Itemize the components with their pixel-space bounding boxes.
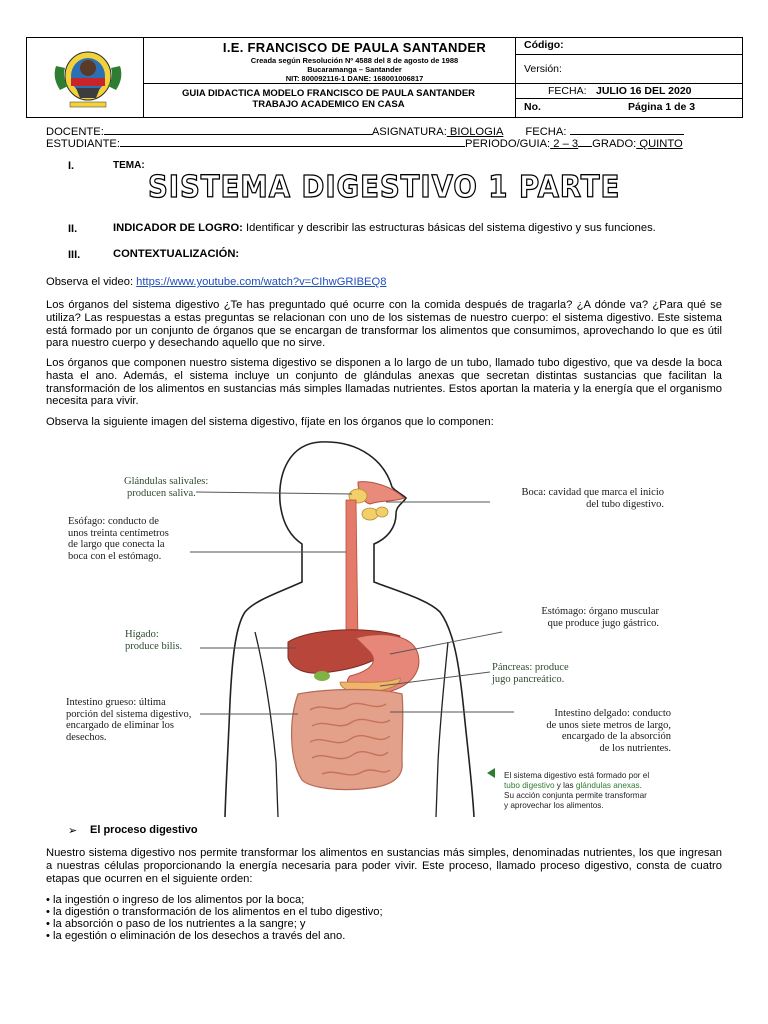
nit-text: NIT: 800092116-1 DANE: 168001006817	[285, 74, 424, 83]
guide-title-2: TRABAJO ACADEMICO EN CASA	[252, 99, 405, 110]
estudiante-field[interactable]	[120, 137, 465, 147]
numero-label: No.	[524, 101, 541, 113]
city-text: Bucaramanga – Santander	[307, 65, 402, 74]
label-glandulas-line: Glándulas salivales:	[124, 476, 209, 487]
video-label: Observa el video:	[46, 276, 137, 288]
caption-line: El sistema digestivo está formado por el	[504, 771, 650, 780]
page-title: SISTEMA DIGESTIVO 1 PARTE	[148, 170, 621, 205]
estudiante-row	[46, 137, 683, 151]
periodo-label: PERIODO/GUIA:	[464, 138, 551, 150]
label-boca-line: Boca: cavidad que marca el inicio	[521, 487, 664, 498]
figure-caption	[504, 771, 679, 811]
paragraph-3: Observa la siguiente imagen del sistema digestivo, fíjate en los órganos que lo componen:	[46, 416, 494, 428]
page-number: Página 1 de 3	[628, 101, 696, 113]
section-2-label: INDICADOR DE LOGRO:	[113, 222, 243, 234]
caption-connector: .	[639, 781, 642, 790]
label-intestino-grueso	[66, 697, 191, 743]
caption-term: glándulas anexas	[575, 781, 640, 790]
label-esofago-line: boca con el estómago.	[68, 550, 162, 562]
paragraph-1: Los órganos del sistema digestivo ¿Te has preguntado qué ocurre con la comida después de tragarla? ¿A dónde va? ¿Para qué se utiliza? Las respuestas a estas preguntas se relacionan con uno de los sistemas de nuestro cuerpo: el sistema digestivo. Este sistema está formado por un conjunto de órganos que se encargan de transformar los alimentos que consumimos, aprovechando lo que es útil para nuestro cuerpo y desechando aquello que no sirve.	[46, 299, 722, 350]
fecha-form-label: FECHA:	[525, 126, 567, 138]
step-digestion: • la digestión o transformación de los alimentos en el tubo digestivo;	[46, 906, 383, 918]
school-crest-icon	[50, 44, 126, 112]
label-glandulas-line: producen saliva.	[127, 487, 196, 499]
label-delgado-line: de unos siete metros de largo,	[546, 719, 671, 731]
caption-line	[504, 781, 679, 791]
label-delgado-line: Intestino delgado: conducto	[554, 708, 671, 719]
label-estomago-line: Estómago: órgano muscular	[541, 606, 659, 617]
docente-field[interactable]	[104, 125, 372, 135]
label-estomago-line: que produce jugo gástrico.	[547, 617, 659, 629]
section-1-number: I.	[68, 160, 75, 172]
section-1-label: TEMA:	[113, 160, 145, 171]
resolution-text: Creada según Resolución Nº 4588 del 8 de agosto de 1988	[250, 56, 459, 65]
header-divider	[515, 83, 742, 84]
step-ingestion: • la ingestión o ingreso de los alimentos por la boca;	[46, 894, 305, 906]
label-boca	[452, 487, 664, 510]
fecha-field[interactable]	[570, 125, 684, 135]
caption-connector: y las	[554, 781, 576, 790]
estudiante-label: ESTUDIANTE:	[46, 138, 120, 150]
section-3-number: III.	[68, 249, 81, 261]
label-higado-line: produce bilis.	[125, 640, 183, 652]
video-line	[46, 276, 386, 289]
label-esofago	[68, 516, 169, 562]
section-3-label: CONTEXTUALIZACIÓN:	[113, 248, 240, 260]
label-boca-line: del tubo digestivo.	[586, 498, 664, 510]
section-2-text	[113, 222, 656, 234]
label-higado	[125, 629, 182, 652]
label-intestino-delgado	[500, 708, 671, 754]
codigo-label: Código:	[524, 39, 564, 51]
school-name: I.E. FRANCISCO DE PAULA SANTANDER	[222, 40, 487, 55]
paragraph-2: Los órganos que componen nuestro sistema digestivo se disponen a lo largo de un tubo, llamado tubo digestivo, que va desde la boca hasta el ano. Además, el sistema incluye un conjunto de glándulas anexas que secretan distintas sustancias que facilitan la transformación de los alimentos en sustancias más simples llamadas nutrientes. Estos aportan la materia y la energía que el organismo necesita para vivir.	[46, 357, 722, 408]
label-esofago-line: unos treinta centímetros	[68, 527, 169, 539]
label-delgado-line: de los nutrientes.	[599, 742, 671, 754]
fecha-header-label: FECHA:	[548, 85, 587, 97]
step-absorption: • la absorción o paso de los nutrientes a la sangre; y	[46, 918, 306, 930]
label-grueso-line: desechos.	[66, 731, 107, 743]
label-estomago	[470, 606, 659, 629]
label-higado-line: Hígado:	[125, 629, 159, 640]
section-digestive-process: El proceso digestivo	[90, 824, 198, 836]
header-divider	[515, 98, 742, 99]
caption-line: Su acción conjunta permite transformar	[504, 791, 647, 800]
grado-value: QUINTO	[636, 138, 683, 150]
arrow-bullet-icon: ➢	[68, 825, 78, 837]
label-pancreas-line: Páncreas: produce	[492, 662, 569, 673]
asignatura-label: ASIGNATURA:	[371, 126, 447, 138]
label-pancreas	[492, 662, 569, 685]
video-link[interactable]: https://www.youtube.com/watch?v=CIhwGRIBEQ8	[136, 276, 387, 288]
logro-text: Identificar y describir las estructuras básicas del sistema digestivo y sus funciones.	[242, 222, 656, 234]
label-pancreas-line: jugo pancreático.	[492, 673, 565, 685]
paragraph-4: Nuestro sistema digestivo nos permite transformar los alimentos en sustancias más simples, denominadas nutrientes, los que ingresan a nuestras células proporcionando la energía necesaria para poder vivir. Este proceso, llamado proceso digestivo, consta de cuatro etapas que ocurren en el siguiente orden:	[46, 847, 722, 885]
label-grueso-line: encargado de eliminar los	[66, 720, 174, 731]
caption-term: tubo digestivo	[504, 781, 555, 790]
periodo-value: 2 – 3	[550, 138, 579, 150]
header-divider	[143, 83, 515, 84]
guide-title-1: GUIA DIDACTICA MODELO FRANCISCO DE PAULA SANTANDER	[181, 88, 476, 99]
docente-label: DOCENTE:	[46, 126, 104, 138]
caption-line: y aprovechar los alimentos.	[504, 801, 604, 810]
version-label: Versión:	[524, 63, 562, 75]
label-delgado-line: encargado de la absorción	[561, 731, 671, 742]
label-grueso-line: porción del sistema digestivo,	[66, 708, 192, 720]
label-esofago-line: de largo que conecta la	[68, 539, 165, 550]
fecha-header-value: JULIO 16 DEL 2020	[596, 85, 692, 97]
label-esofago-line: Esófago: conducto de	[68, 516, 159, 527]
step-egestion: • la egestión o eliminación de los desechos a través del ano.	[46, 930, 346, 942]
label-glandulas	[124, 476, 208, 499]
header-divider	[515, 54, 742, 55]
section-2-number: II.	[68, 223, 78, 235]
label-grueso-line: Intestino grueso: última	[66, 697, 166, 708]
grado-label: GRADO:	[592, 138, 637, 150]
asignatura-value: BIOLOGIA	[446, 126, 504, 138]
